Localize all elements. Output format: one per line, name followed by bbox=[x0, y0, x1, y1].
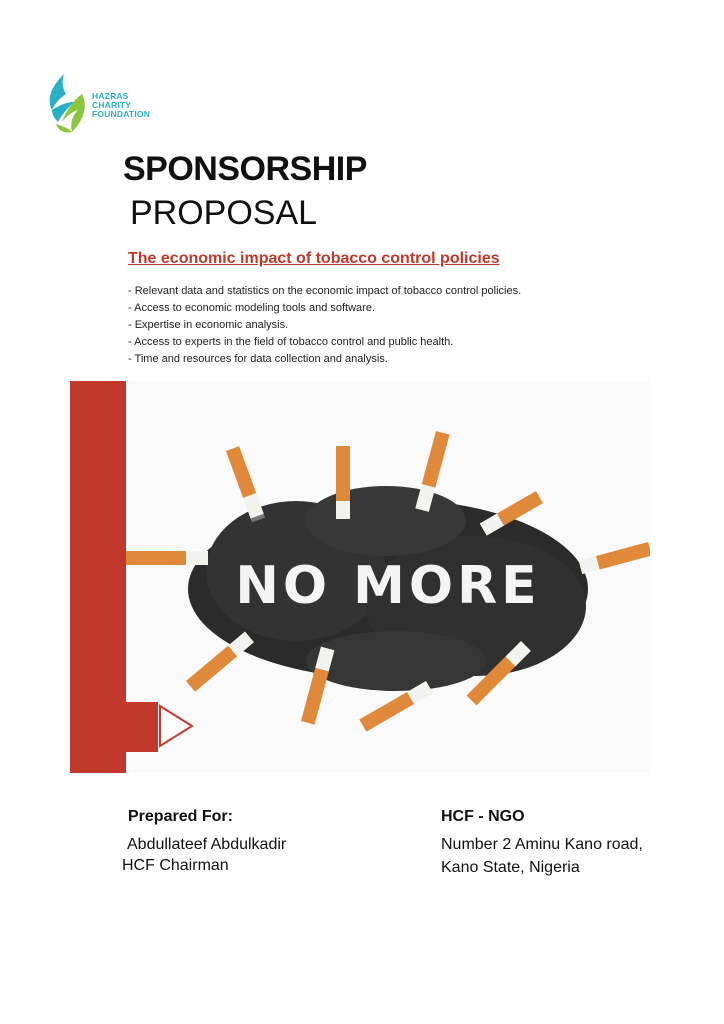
foundation-logo bbox=[44, 72, 164, 138]
bullet-list bbox=[128, 283, 521, 368]
list-item: - Relevant data and statistics on the economic impact of tobacco control policies. bbox=[128, 285, 522, 297]
subtitle: The economic impact of tobacco control policies bbox=[128, 250, 500, 267]
title-line-1: SPONSORSHIP bbox=[123, 150, 367, 188]
play-arrow-icon bbox=[126, 702, 196, 752]
accent-bar bbox=[70, 381, 126, 773]
logo-line-3: FOUNDATION bbox=[92, 109, 151, 119]
no-more-text: NO MORE bbox=[235, 556, 541, 616]
hands-leaf-icon bbox=[44, 72, 90, 138]
recipient-role: HCF Chairman bbox=[122, 857, 229, 874]
list-item: - Time and resources for data collection and analysis. bbox=[128, 353, 388, 365]
prepared-for-label: Prepared For: bbox=[128, 808, 233, 825]
list-item: - Expertise in economic analysis. bbox=[128, 319, 289, 331]
logo-line-1: HAZRAS bbox=[92, 91, 129, 101]
list-item: - Access to experts in the field of tobacco control and public health. bbox=[128, 336, 454, 348]
title-line-2: PROPOSAL bbox=[130, 194, 318, 232]
organization-label: HCF - NGO bbox=[441, 808, 525, 825]
list-item: - Access to economic modeling tools and software. bbox=[128, 302, 376, 314]
address-line-1: Number 2 Aminu Kano road, bbox=[441, 836, 643, 853]
no-more-cigarettes-image bbox=[126, 381, 650, 773]
address-line-2: Kano State, Nigeria bbox=[441, 859, 580, 876]
logo-line-2: CHARITY bbox=[92, 100, 132, 110]
recipient-name: Abdullateef Abdulkadir bbox=[127, 836, 287, 853]
